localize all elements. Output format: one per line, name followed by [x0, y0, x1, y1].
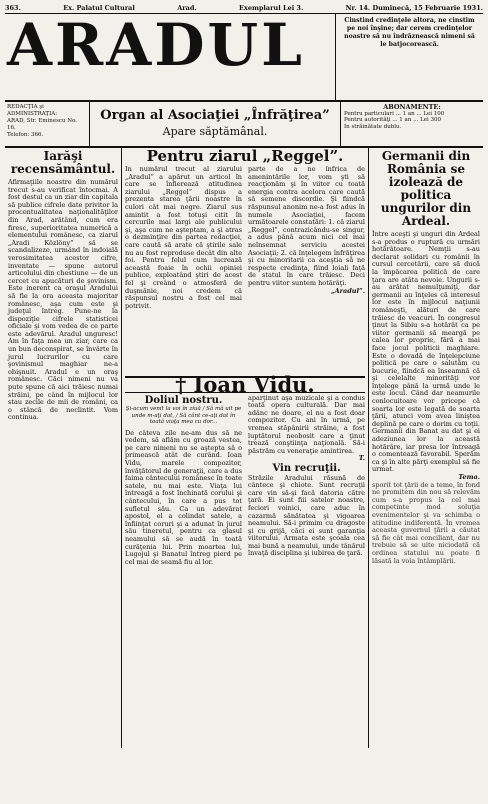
article-title: Doliul nostru.	[144, 394, 223, 406]
article-body: Afirmaţiile noastre din numărul trecut s-au verificat întocmai. A fost destul ca un ziar din capitala să publice cifrele date privitor la procentualitatea naţionalităţilor din Arad, arătând, cum era firesc, superioritatea numerică a elementului românesc, ca ziarul „Aradi Közlöny” să se scandalizeze, urmând în indoială verosimitatea acestor cifre, inventate — spune autorul articolului din chestiune — de un cercet cu apucături de şovinism. Este inerent ca oraşul Aradului să fie la ora aceasta majoritar românesc, aşa cum este şi judeţul întreg. Pune-ne la dispoziţie cifrele statisticei oficiale şi vom vedea de ce parte este adevărul. Aradul unguresc! Am în faţa mea un ziar, care ca un bun deconspirat, se învârte în jurul lucrurilor cu care şovinismul maghiar ne-a obişnuit. Aradul e un oraş românesc. Căci nimeni nu va pute spune că aici trăiesc numai străini, pe când în mijlocul lor stau zecile de mii de români, ca o stâncă de neclintit. Vom continua.	[8, 178, 118, 422]
article-signature: Tema.	[458, 473, 480, 481]
subscriptions-block	[340, 102, 483, 146]
admin-line: REDACŢIA şi ADMINISTRAŢIA:	[7, 104, 58, 117]
article-signature: T.	[358, 454, 365, 463]
issue-label: Nr. 14. Duminecă, 15 Februarie 1931.	[345, 4, 483, 12]
newspaper-page	[5, 4, 483, 796]
subscription-row: In străinătate dublu.	[344, 123, 402, 130]
city-label: Arad.	[177, 4, 197, 12]
obituary-banner: † Ioan Vidu.	[125, 376, 365, 393]
price-label: Exemplarul Lei 3.	[239, 4, 304, 12]
subheader	[5, 102, 483, 148]
article-title: Vin recruţii.	[272, 462, 341, 474]
masthead-title-area	[5, 11, 335, 100]
article-text: parte de a ne înfrica de amenintările lor, vom şti să reacţionăm şi în viitor cu toată energia contra acelora care caută să semene discordie. Şi fiindcă răspunsul anonim ne-a fost adus în numele Asociaţiei, facem următoarele constatări: 1. că ziarul „Reggel”, contrazicându-se singur, a adus pânâ acum nici cel mai neînsemnat serviciu acestei Asociaţii; 2. că înţelegem înfrăţirea şi cu minoritarii ca aceştia să ne respecte credinţa, fiind loiali faţă de statul în care trăiesc. Deci pentru viitor suntem hotărâţi.	[248, 166, 365, 287]
subscription-row: Pentru particulari ... 1 an ... Lei 100	[344, 110, 445, 117]
masthead-notice: Cinstind credinţele altora, ne cinstim pe noi înşine; dar cerem credinţelor noastre să nu îndrăznească nimeni să le batjocorească.	[335, 14, 483, 100]
admin-block	[5, 102, 90, 146]
admin-address: ARAD, Str. Eminescu No. 16.	[7, 118, 78, 131]
article-body: sporit tot ţării de a teme, în fond ne promitem din nou să relevăm cum s-a propus la cel mai competinte mod soluţia evenimentelor şi va schimba o atitudine indiferentă. În vremea aceasta guvernul ţării a căutat să fie cât mai conciliant, dar nu trebuie să se uite niciodată că ordinea statului nu poate fi lăsată la voia întâmplării.	[372, 480, 480, 565]
catalog-number: 363.	[5, 4, 21, 12]
newspaper-title: ARADUL	[7, 11, 305, 79]
article-body: Între aceşti şi unguri din Ardeal s-a produs o ruptură cu urmări hotărâtoare. Nemţii s-au declarat solidari cu românii în cursul cercetării, care să ducă la împăcarea politică de care ţara are atâta nevoie. Ungurii s-au arătat nemulţumiţi, dar germanii au înţeles că interesul lor este în mijlocul naţiunii româneşti, alături de care trăiesc de veacuri. În congresul ţinut la Sibiu s-a hotărât ca pe viitor germanii să meargă pe calea lor proprie, fără a mai face jocul politicii maghiare. Este o dovadă de înţelepciune politică pe care o salutăm cu bucurie, fiindcă ea înseamnă că şi celelalte minorităţi vor înţelege până la urmă unde le este locul. Când dar neamurile conlocuitoare vor pricepe că soarta lor este legată de soarta ţării, atunci vom avea liniştea deplină pe care o dorim cu toţii. Germanii din Banat au dat şi ei adeziunea lor la această hotărâre, iar presa lor întreagă o comentează favorabil. Sperăm ca şi în alte părţi exemplul să fie urmat.	[372, 230, 480, 474]
column-right	[369, 148, 483, 748]
column-center	[122, 148, 369, 748]
article-body: Străzile Aradului răsună de cântece şi chiote. Sunt recruţii care vin să-şi facă datoria către ţară. Ei sunt fiii satelor noastre, feciori voinici, care aduc în cazarmă sănătatea şi vigoarea neamului. Să-i primim cu dragoste şi cu grijă, căci ei sunt garanţia viitorului. Armata este şcoala cea mai bună a neamului, unde tânărul învaţă disciplina şi iubirea de ţară.	[248, 473, 365, 558]
masthead	[5, 11, 483, 102]
article-body: De câteva zile ne-am dus să ne vedem, să aflăm cu groază vestea, pe care nimeni nu se aştepta să o primească atât de curând. Ioan Vidu, marele compozitor, învăţătorul de generaţii, care a dus faima cântecului românesc în toate satele, nu mai este. Viaţa lui întreagă a fost închinată corului şi cântecului, în care a pus tot sufletul său. Ca un adevărat apostol, el a colindat satele, a înfiinţat coruri şi a adunat în jurul său tineretul, pentru ca glasul neamului să se audă în toată curăţenia lui. Prin moartea lui, Lugojul şi Banatul întreg pierd pe cel mai de seamă fiu al lor.	[125, 428, 242, 566]
column-left	[5, 148, 122, 748]
article-body	[125, 166, 365, 374]
library-stamp: Ex. Palatul Cultural	[63, 4, 135, 12]
right-lower-column	[248, 395, 365, 695]
article-column	[248, 166, 365, 374]
article-column: În numărul trecut al ziarului „Aradul” a apărut un articol în care se înfierează atitudinea ziarului „Reggel” dispus a prezenta starea ţării noastre în culori cât mai negre. Ziarul sus amintit a fost totuşi citit în cercurile mai largi ale publicului şi, aşa cum ne aşteptam, a şi atras o dezminţire din partea redacţiei, care caută să arate că ştirile sale nu au fost reproduse decât din alte foi. Pentru felul cum lucrează această foaie în ochii opiniei publice, exploatând ştiri de acest fel şi creând o atmosferă de duşmănie, noi credem că răspunsul nostru a fost cel mai potrivit.	[125, 166, 242, 310]
subscriptions-title: ABONAMENTE:	[383, 103, 441, 111]
frequency-note: Apare săptămânal.	[162, 125, 268, 138]
article-title: Germanii din România se izolează de politica ungurilor din Ardeal.	[380, 149, 472, 228]
subscription-row: Pentru autorităţi ... 1 an ... Lei 300	[344, 117, 442, 123]
article-signature: „Aradul”.	[330, 286, 365, 295]
organ-title: Organ al Asociaţiei „Înfrăţirea”	[100, 108, 330, 123]
admin-phone: Telefon: 366.	[7, 132, 44, 138]
article-columns	[5, 148, 483, 748]
article-body: aparţinut aşa muzicale şi a condus toată opera culturală. Dar mai adânc ne doare, el nu a fost doar compozitor. Cu ani în urmă, pe vremea stăpânirii străine, a fost luptătorul neobosit care a ţinut trează conştiinţa naţională. Să-i păstrăm cu veneraţie amintirea.	[248, 394, 365, 455]
article-title: Pentru ziarul „Reggel”.	[146, 148, 344, 165]
organ-block	[90, 102, 340, 146]
lower-articles	[125, 395, 365, 695]
obituary-article	[125, 395, 242, 695]
poem-quote: Şi-acum venit la voi în ziuă / Să mă uit pe unde m-aţi dat, / Să cânt ce-aţi dat în toată viaţa mea cu dor...	[125, 406, 242, 426]
article-title: Iarăşi recensământul.	[10, 149, 116, 176]
